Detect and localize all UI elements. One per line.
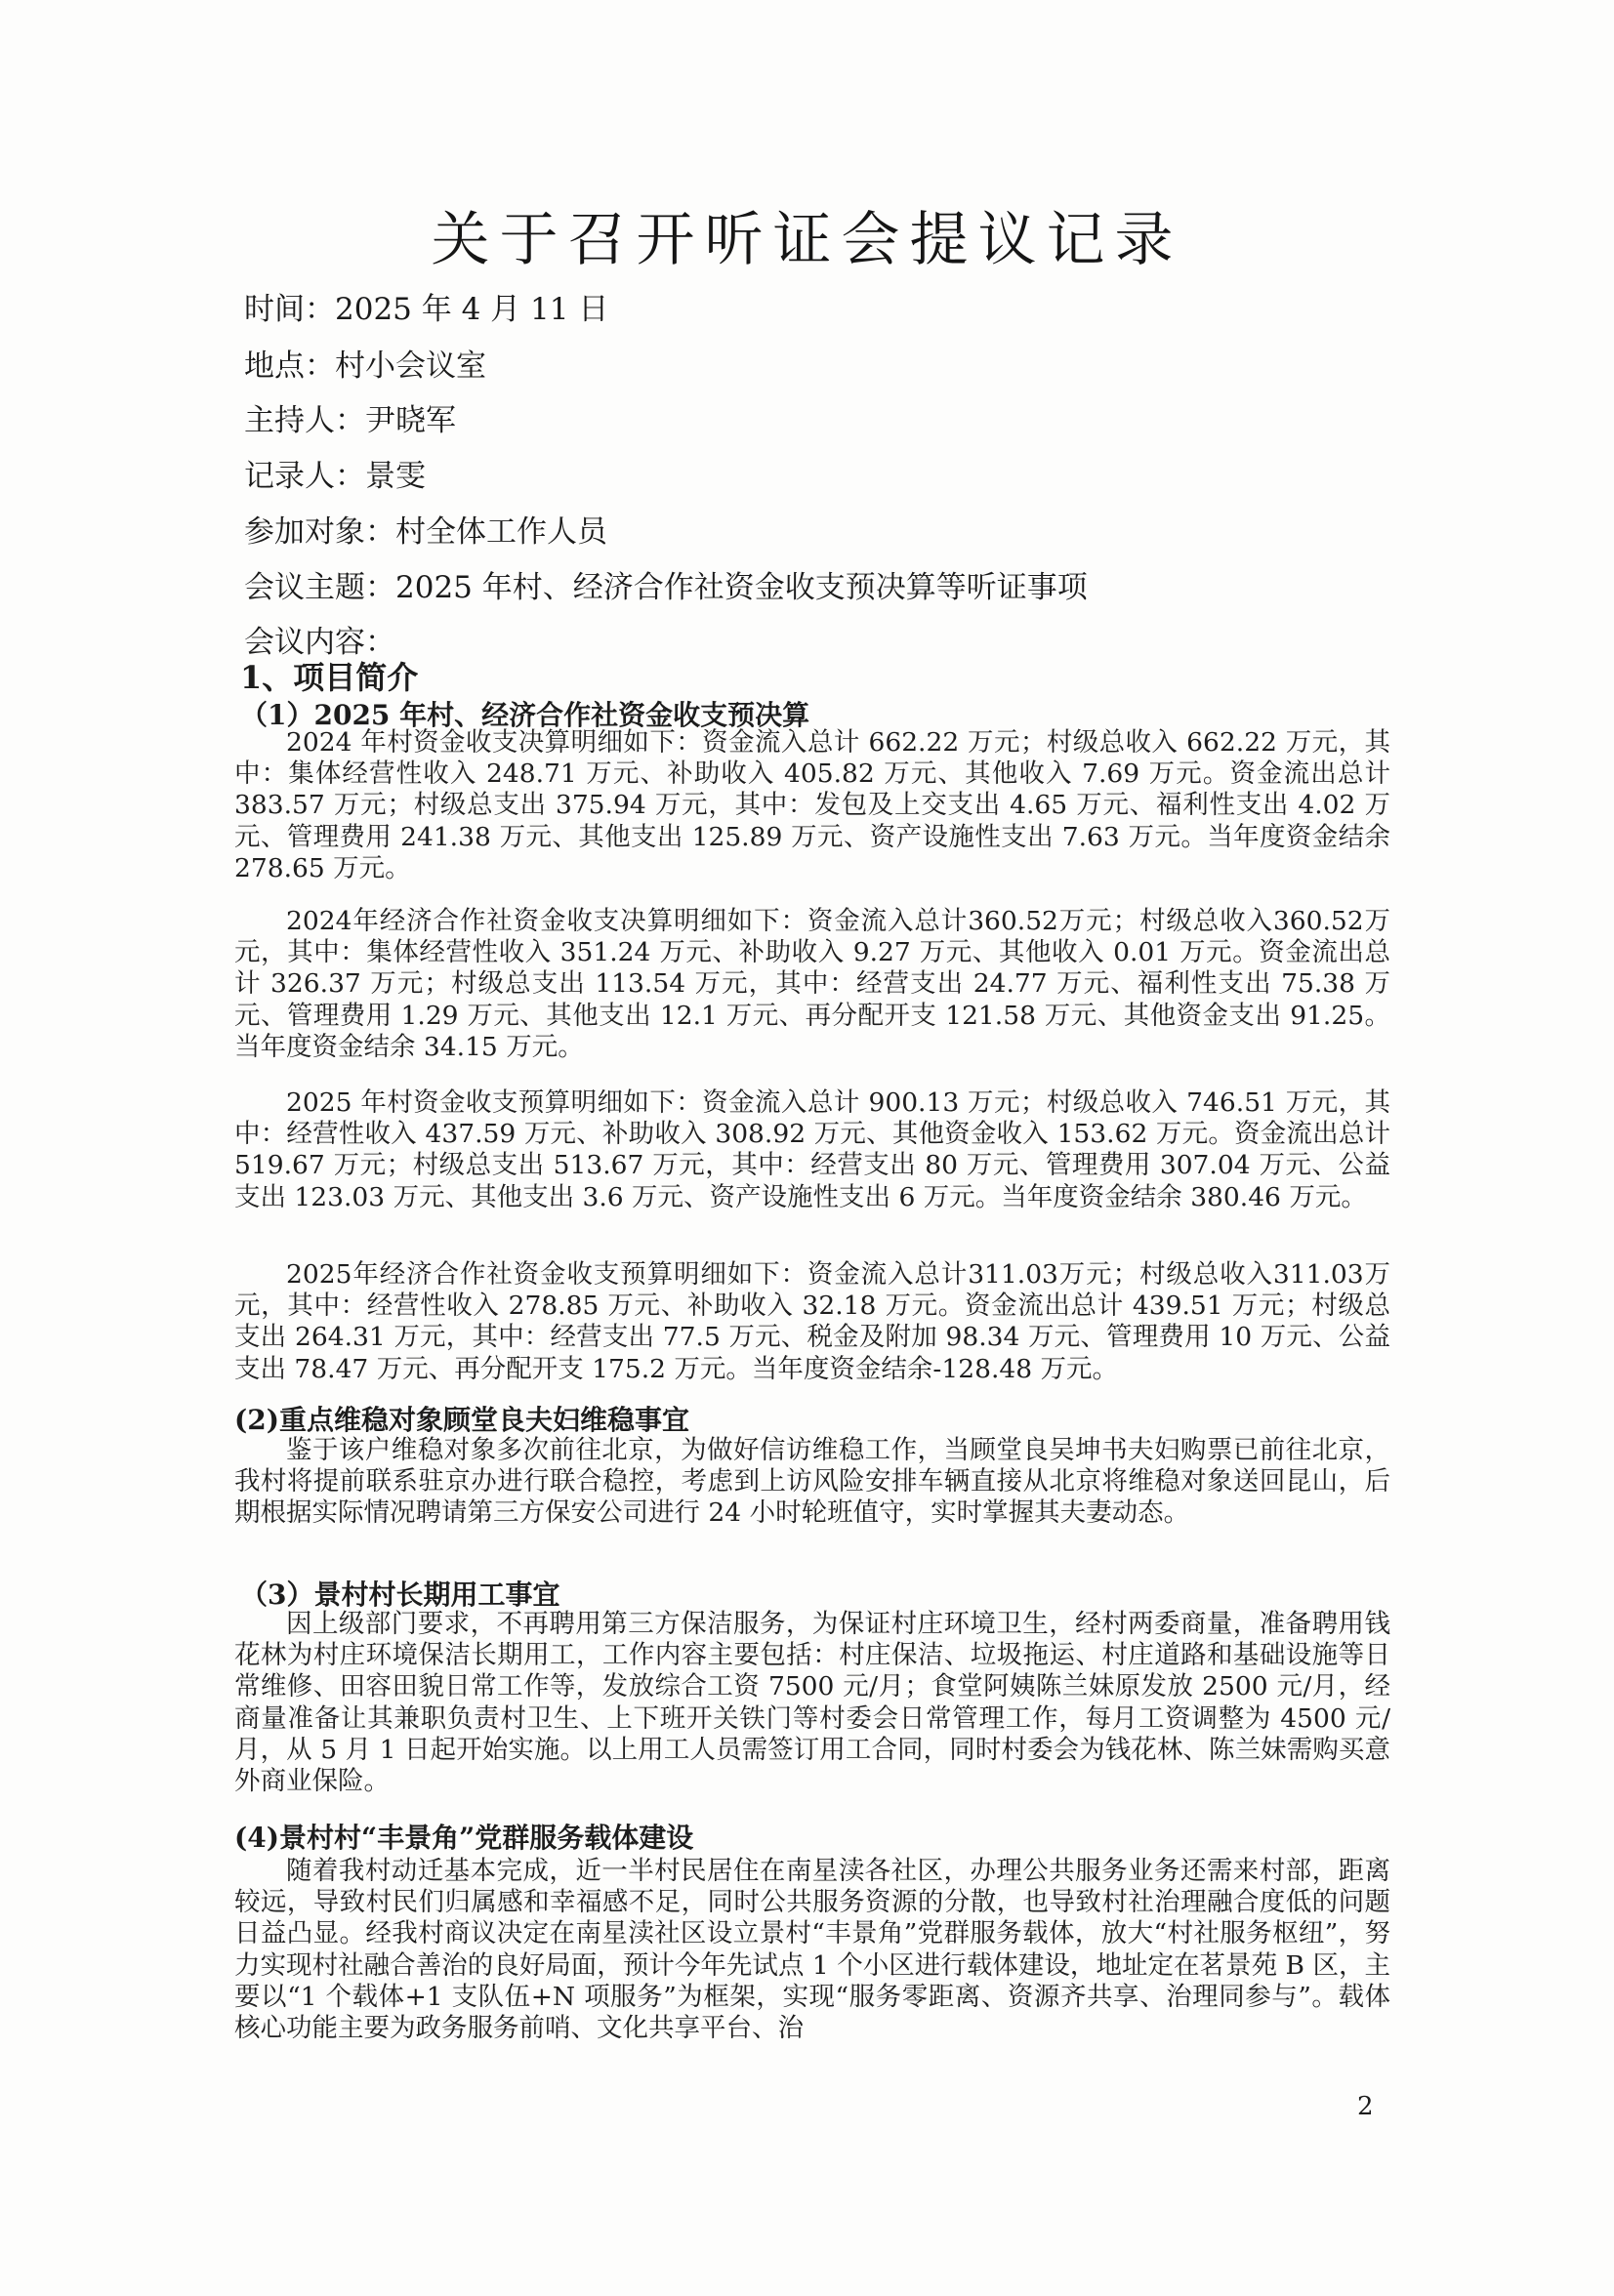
page-number: 2	[1357, 2092, 1374, 2121]
subsection-heading-2: (2)重点维稳对象顾堂良夫妇维稳事宜	[234, 1404, 689, 1436]
meeting-attendees: 参加对象：村全体工作人员	[244, 514, 607, 550]
paragraph-2024-cooperative-accounts: 2024年经济合作社资金收支决算明细如下：资金流入总计360.52万元；村级总收入360.52万元，其中：集体经营性收入 351.24 万元、补助收入 9.27 万元、其他收入 0.01 万元。资金流出总计 326.37 万元；村级总支出 113.54 万元，其中：经营支出 24.77 万元、福利性支出 75.38 万元、管理费用 1.29 万元、其他支出 12.1 万元、再分配开支 121.58 万元、其他资金支出 91.25。当年度资金结余 34.15 万元。	[234, 906, 1390, 1062]
meeting-time: 时间：2025 年 4 月 11 日	[244, 292, 609, 327]
subsection-heading-4: (4)景村村“丰景角”党群服务载体建设	[234, 1822, 694, 1854]
paragraph-2025-village-budget: 2025 年村资金收支预算明细如下：资金流入总计 900.13 万元；村级总收入 746.51 万元，其中：经营性收入 437.59 万元、补助收入 308.92 万元、其他资金收入 153.62 万元。资金流出总计 519.67 万元；村级总支出 513.67 万元，其中：经营支出 80 万元、管理费用 307.04 万元、公益支出 123.03 万元、其他支出 3.6 万元、资产设施性支出 6 万元。当年度资金结余 380.46 万元。	[234, 1087, 1390, 1212]
meeting-recorder: 记录人：景雯	[244, 459, 426, 494]
paragraph-2024-village-accounts: 2024 年村资金收支决算明细如下：资金流入总计 662.22 万元；村级总收入 662.22 万元，其中：集体经营性收入 248.71 万元、补助收入 405.82 万元、其他收入 7.69 万元。资金流出总计 383.57 万元；村级总支出 375.94 万元，其中：发包及上交支出 4.65 万元、福利性支出 4.02 万元、管理费用 241.38 万元、其他支出 125.89 万元、资产设施性支出 7.63 万元。当年度资金结余 278.65 万元。	[234, 727, 1390, 883]
paragraph-long-term-employment: 因上级部门要求，不再聘用第三方保洁服务，为保证村庄环境卫生，经村两委商量，准备聘用钱花林为村庄环境保洁长期用工，工作内容主要包括：村庄保洁、垃圾拖运、村庄道路和基础设施等日常维修、田容田貌日常工作等，发放综合工资 7500 元/月；食堂阿姨陈兰妹原发放 2500 元/月，经商量准备让其兼职负责村卫生、上下班开关铁门等村委会日常管理工作，每月工资调整为 4500 元/月，从 5 月 1 日起开始实施。以上用工人员需签订用工合同，同时村委会为钱花林、陈兰妹需购买意外商业保险。	[234, 1609, 1390, 1797]
subsection-heading-1: （1）2025 年村、经济合作社资金收支预决算	[240, 699, 810, 731]
page-title: 关于召开听证会提议记录	[431, 206, 1183, 274]
subsection-heading-3: （3）景村村长期用工事宜	[240, 1578, 560, 1611]
section-heading: 1、项目简介	[240, 659, 419, 696]
paragraph-2025-cooperative-budget: 2025年经济合作社资金收支预算明细如下：资金流入总计311.03万元；村级总收入311.03万元，其中：经营性收入 278.85 万元、补助收入 32.18 万元。资金流出总计 439.51 万元；村级总支出 264.31 万元，其中：经营支出 77.5 万元、税金及附加 98.34 万元、管理费用 10 万元、公益支出 78.47 万元、再分配开支 175.2 万元。当年度资金结余-128.48 万元。	[234, 1259, 1390, 1384]
meeting-location: 地点：村小会议室	[244, 348, 486, 384]
paragraph-stability-matter: 鉴于该户维稳对象多次前往北京，为做好信访维稳工作，当顾堂良吴坤书夫妇购票已前往北京，我村将提前联系驻京办进行联合稳控，考虑到上访风险安排车辆直接从北京将维稳对象送回昆山，后期根据实际情况聘请第三方保安公司进行 24 小时轮班值守，实时掌握其夫妻动态。	[234, 1435, 1390, 1529]
meeting-host: 主持人：尹晓军	[244, 403, 456, 438]
meeting-content-label: 会议内容：	[244, 625, 395, 660]
meeting-topic: 会议主题：2025 年村、经济合作社资金收支预决算等听证事项	[244, 570, 1088, 605]
paragraph-service-station: 随着我村动迁基本完成，近一半村民居住在南星渎各社区，办理公共服务业务还需来村部，距离较远，导致村民们归属感和幸福感不足，同时公共服务资源的分散，也导致村社治理融合度低的问题日益凸显。经我村商议决定在南星渎社区设立景村“丰景角”党群服务载体，放大“村社服务枢纽”，努力实现村社融合善治的良好局面，预计今年先试点 1 个小区进行载体建设，地址定在茗景苑 B 区，主要以“1 个载体+1 支队伍+N 项服务”为框架，实现“服务零距离、资源齐共享、治理同参与”。载体核心功能主要为政务服务前哨、文化共享平台、治	[234, 1856, 1390, 2044]
